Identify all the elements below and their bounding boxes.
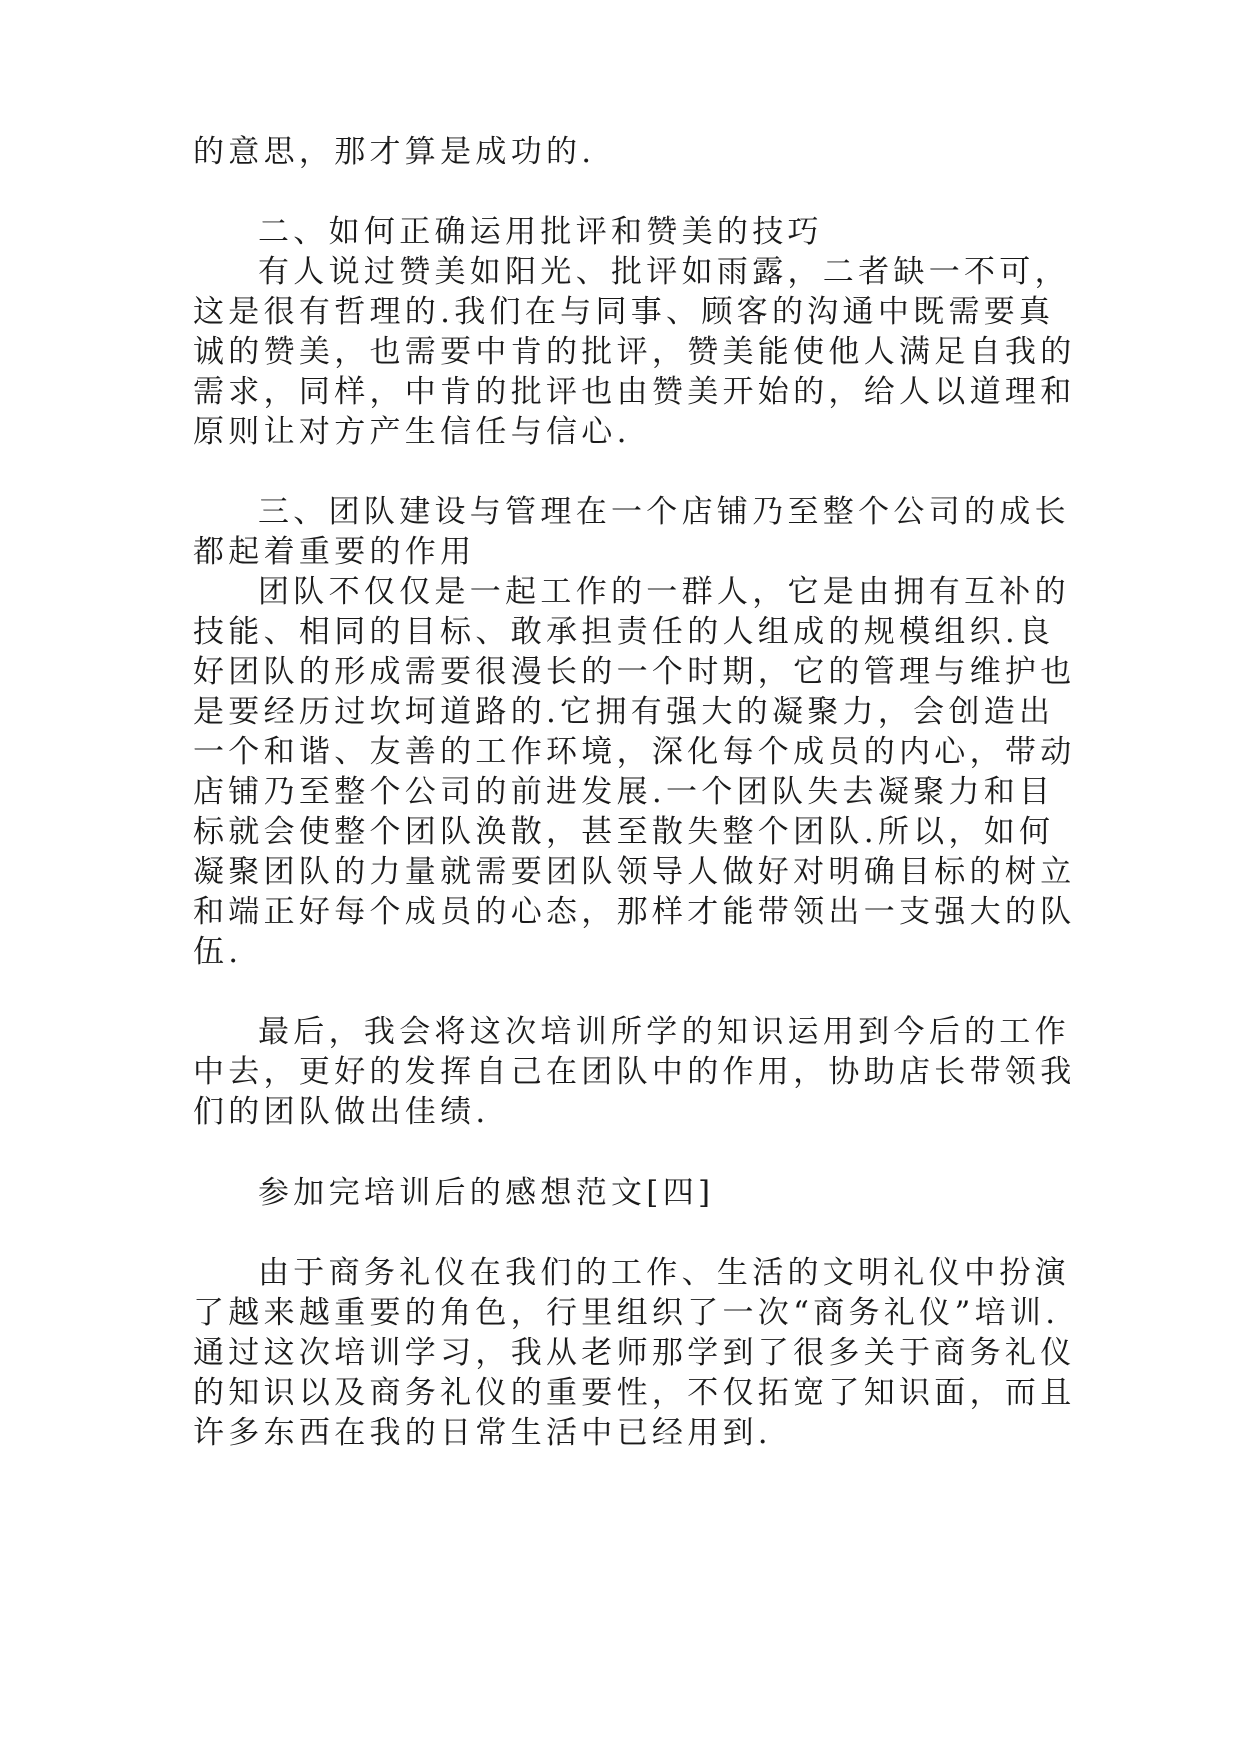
text-line: 通过这次培训学习，我从老师那学到了很多关于商务礼仪 [193, 1335, 1076, 1371]
text-line: 有人说过赞美如阳光、批评如雨露，二者缺一不可， [258, 254, 1070, 290]
text-line: 一个和谐、友善的工作环境，深化每个成员的内心，带动 [193, 734, 1076, 770]
text-line: 团队不仅仅是一起工作的一群人，它是由拥有互补的 [258, 574, 1070, 610]
text-line: 许多东西在我的日常生活中已经用到. [193, 1415, 772, 1451]
text-line: 标就会使整个团队涣散，甚至散失整个团队.所以，如何 [193, 814, 1055, 850]
text-line: 中去，更好的发挥自己在团队中的作用，协助店长带领我 [193, 1054, 1076, 1090]
text-line: 诚的赞美，也需要中肯的批评，赞美能使他人满足自我的 [193, 334, 1076, 370]
text-line: 店铺乃至整个公司的前进发展.一个团队失去凝聚力和目 [193, 774, 1055, 810]
text-line: 好团队的形成需要很漫长的一个时期，它的管理与维护也 [193, 654, 1076, 690]
text-line: 由于商务礼仪在我们的工作、生活的文明礼仪中扮演 [258, 1255, 1070, 1291]
text-line: 伍. [193, 934, 243, 970]
section-heading: 三、团队建设与管理在一个店铺乃至整个公司的成长 [258, 494, 1070, 530]
text-line: 是要经历过坎坷道路的.它拥有强大的凝聚力，会创造出 [193, 694, 1055, 730]
text-line: 技能、相同的目标、敢承担责任的人组成的规模组织.良 [193, 614, 1055, 650]
text-line: 的意思，那才算是成功的. [193, 134, 596, 170]
text-line: 这是很有哲理的.我们在与同事、顾客的沟通中既需要真 [193, 294, 1055, 330]
article-title: 参加完培训后的感想范文[四] [258, 1175, 715, 1211]
text-line: 们的团队做出佳绩. [193, 1094, 490, 1130]
text-line: 的知识以及商务礼仪的重要性，不仅拓宽了知识面，而且 [193, 1375, 1076, 1411]
text-line: 原则让对方产生信任与信心. [193, 414, 631, 450]
text-line: 凝聚团队的力量就需要团队领导人做好对明确目标的树立 [193, 854, 1076, 890]
text-line: 最后，我会将这次培训所学的知识运用到今后的工作 [258, 1014, 1070, 1050]
section-heading: 都起着重要的作用 [193, 534, 476, 570]
section-heading: 二、如何正确运用批评和赞美的技巧 [258, 214, 823, 250]
text-line: 和端正好每个成员的心态，那样才能带领出一支强大的队 [193, 894, 1076, 930]
text-line: 需求，同样，中肯的批评也由赞美开始的，给人以道理和 [193, 374, 1076, 410]
text-line: 了越来越重要的角色，行里组织了一次“商务礼仪”培训. [193, 1295, 1060, 1331]
